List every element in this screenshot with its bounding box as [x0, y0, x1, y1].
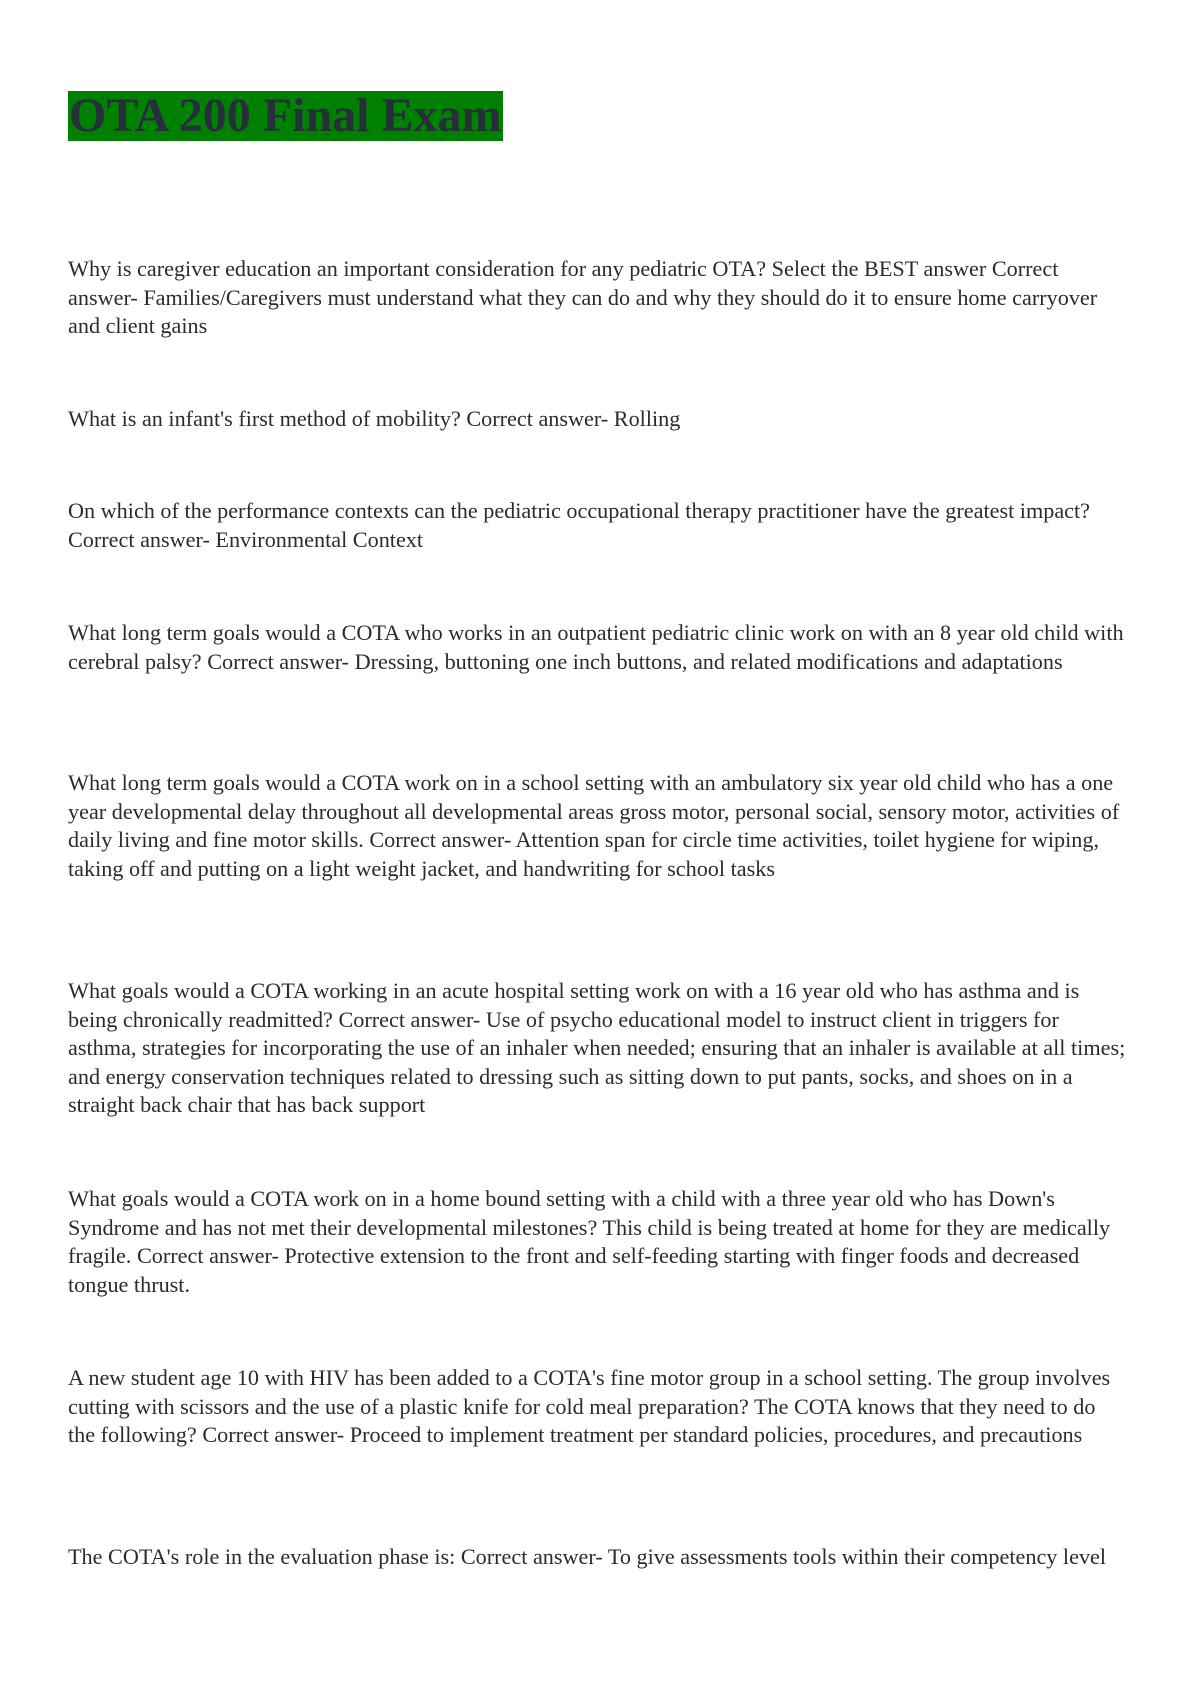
question-text: On which of the performance contexts can the pediatric occupational therapy practitioner have the greatest impact?	[68, 498, 1091, 523]
answer-text: Correct answer- Environmental Context	[68, 526, 424, 552]
question-text: What goals would a COTA work on in a home bound setting with a child with a three year old who has Down's Syndrome and has not met their developmental milestones? This child is being treated at home for they are medically fragile.	[68, 1186, 1111, 1269]
answer-text: Correct answer- Use of psycho educational model to instruct client in triggers for asthma, strategies for incorporating the use of an inhaler when needed; ensuring that an inhaler is available at all times; and energy conservation techniques related to dressing such as sitting down to put pants, socks, and shoes on in a straight back chair that has back support	[68, 1006, 1126, 1118]
answer-text: Correct answer- Dressing, buttoning one inch buttons, and related modifications and adaptations	[207, 648, 1063, 674]
question-text: A new student age 10 with HIV has been added to a COTA's fine motor group in a school setting. The group involves cutting with scissors and the use of a plastic knife for cold meal preparation? The COTA knows that they need to do the following?	[68, 1365, 1111, 1448]
answer-text: Correct answer- Attention span for circle time activities, toilet hygiene for wiping, taking off and putting on a light weight jacket, and handwriting for school tasks	[68, 827, 1100, 881]
answer-text: Correct answer- To give assessments tools within their competency level	[460, 1544, 1107, 1569]
question-text: What long term goals would a COTA who works in an outpatient pediatric clinic work on with an 8 year old child with cerebral palsy?	[68, 620, 1124, 674]
question-text: What is an infant's first method of mobility?	[68, 406, 461, 431]
answer-text: Correct answer- Rolling	[466, 406, 681, 431]
question-text: Why is caregiver education an important consideration for any pediatric OTA? Select the BEST answer	[68, 256, 987, 281]
qa-item	[68, 1364, 1128, 1450]
document-title: OTA 200 Final Exam	[69, 89, 502, 142]
qa-item	[68, 255, 1128, 341]
question-text: What goals would a COTA working in an acute hospital setting work on with a 16 year old who has asthma and is being chronically readmitted?	[68, 978, 1080, 1032]
qa-item	[68, 497, 1128, 554]
qa-item	[68, 619, 1128, 676]
qa-item	[68, 977, 1128, 1120]
qa-item	[68, 1543, 1128, 1572]
question-text: The COTA's role in the evaluation phase is:	[68, 1544, 456, 1569]
qa-item	[68, 1185, 1128, 1299]
qa-item	[68, 405, 1128, 434]
answer-text: Correct answer- Protective extension to the front and self-feeding starting with finger foods and decreased tongue thrust.	[68, 1243, 1080, 1297]
answer-text: Correct answer- Proceed to implement treatment per standard policies, procedures, and precautions	[202, 1422, 1083, 1448]
qa-item	[68, 769, 1128, 883]
answer-text: Correct answer- Families/Caregivers must understand what they can do and why they should do it to ensure home carryover and client gains	[68, 256, 1098, 339]
question-text: What long term goals would a COTA work on in a school setting with an ambulatory six year old child who has a one year developmental delay throughout all developmental areas gross motor, personal social, sensory motor, activities of daily living and fine motor skills.	[68, 770, 1120, 853]
title-block	[68, 91, 503, 141]
